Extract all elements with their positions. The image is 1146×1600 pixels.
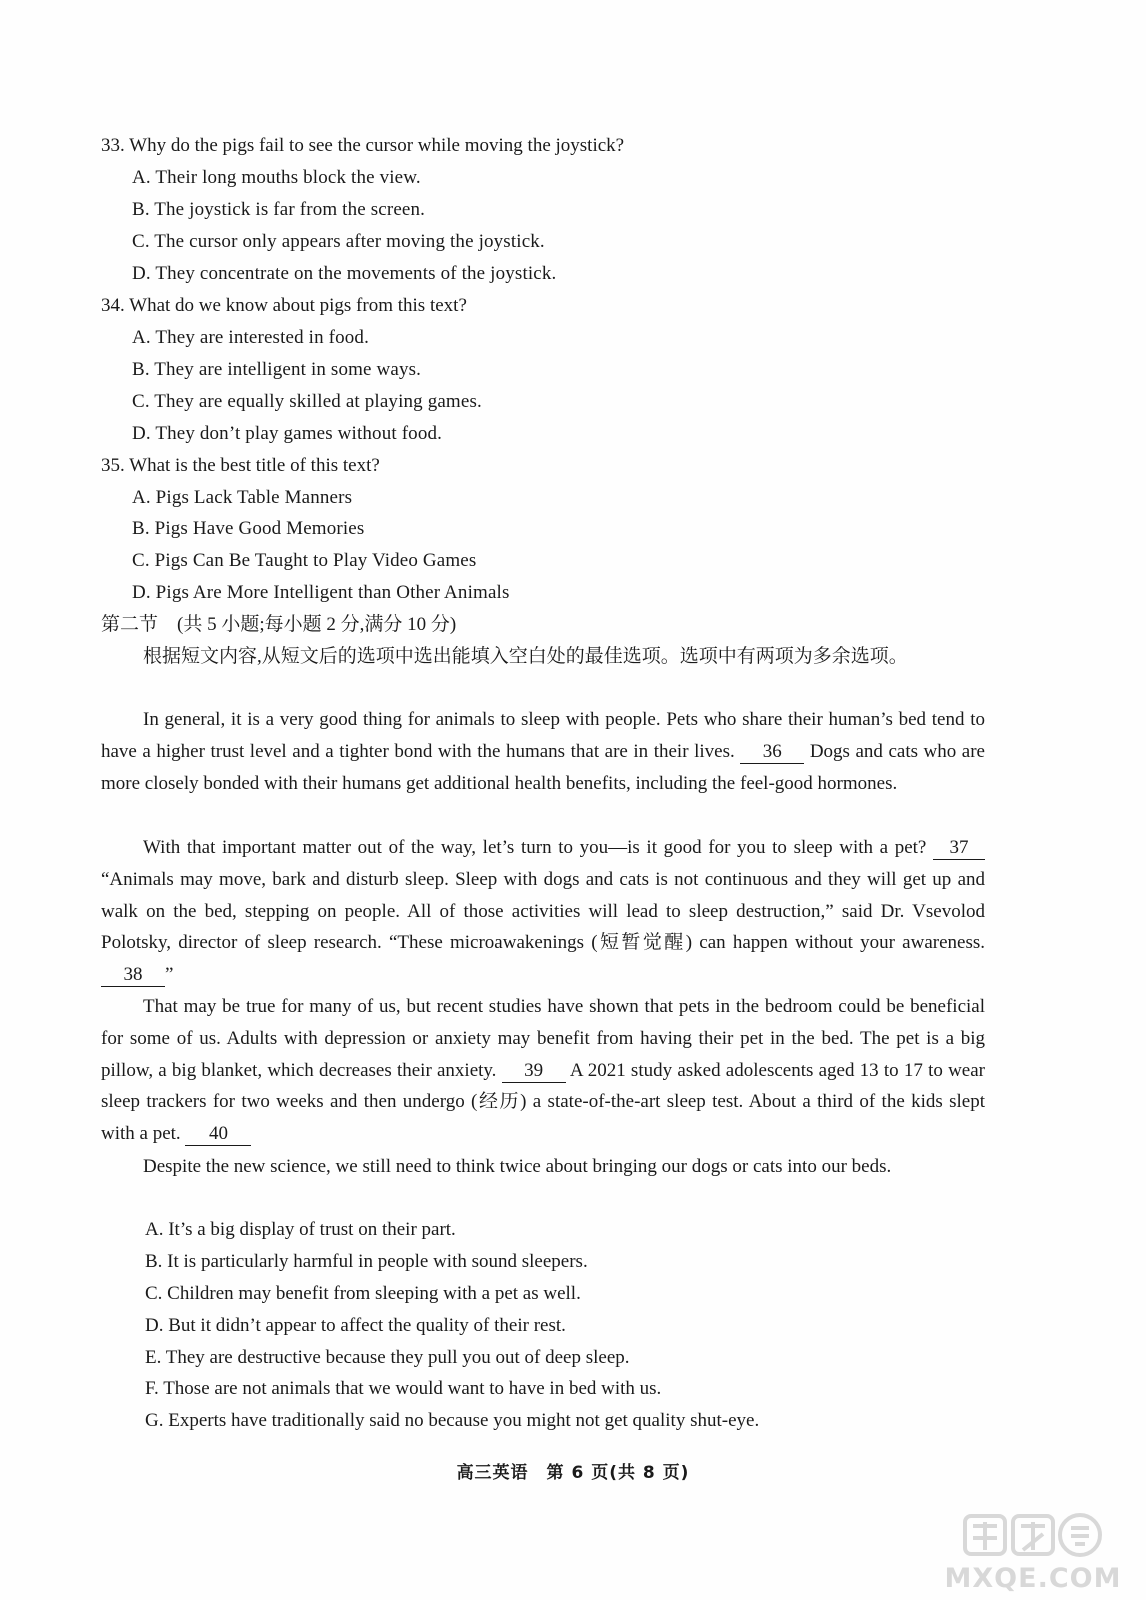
question-33-stem: 33. Why do the pigs fail to see the cursor while moving the joystick? [101, 135, 625, 156]
passage-text: Dogs and cats who are more closely bonded with their humans get additional health benefits, including the feel-good hormones. [101, 740, 985, 794]
passage-paragraph-4: Despite the new science, we still need to think twice about bringing our dogs or cats into our beds. [143, 1156, 892, 1177]
watermark [938, 1504, 1128, 1594]
choice-e: E. They are destructive because they pull you out of deep sleep. [145, 1347, 630, 1368]
question-35-stem: 35. What is the best title of this text? [101, 455, 380, 476]
passage-paragraph-1 [101, 704, 985, 799]
question-34-option-a: A. They are interested in food. [132, 327, 369, 348]
section-heading: 第二节 (共 5 小题;每小题 2 分,满分 10 分) [101, 614, 457, 635]
question-33-option-d: D. They concentrate on the movements of the joystick. [132, 263, 557, 284]
passage-text: A 2021 study asked adolescents aged 13 to 17 to wear sleep trackers for two weeks and then undergo (经历) a state-of-the-art sleep test. About a third of the kids slept with a pet. [101, 1059, 985, 1145]
question-34-option-c: C. They are equally skilled at playing games. [132, 391, 482, 412]
choice-f: F. Those are not animals that we would want to have in bed with us. [145, 1378, 662, 1399]
choice-d: D. But it didn’t appear to affect the quality of their rest. [145, 1315, 566, 1336]
passage-text: ” [165, 964, 174, 986]
choice-a: A. It’s a big display of trust on their part. [145, 1219, 456, 1240]
question-33-option-b: B. The joystick is far from the screen. [132, 199, 426, 220]
passage-paragraph-2 [101, 832, 985, 991]
passage-text: With that important matter out of the way, let’s turn to you—is it good for you to sleep with a pet? [143, 837, 927, 858]
question-33-option-a: A. Their long mouths block the view. [132, 167, 421, 188]
question-34-option-b: B. They are intelligent in some ways. [132, 359, 422, 380]
question-35-option-b: B. Pigs Have Good Memories [132, 518, 365, 539]
choice-b: B. It is particularly harmful in people with sound sleepers. [145, 1251, 588, 1272]
watermark-logo-icon [963, 1510, 1103, 1560]
choice-c: C. Children may benefit from sleeping with a pet as well. [145, 1283, 581, 1304]
question-34-option-d: D. They don’t play games without food. [132, 423, 443, 444]
question-35-option-c: C. Pigs Can Be Taught to Play Video Games [132, 550, 477, 571]
passage-text: “Animals may move, bark and disturb sleep. Sleep with dogs and cats is not continuous and they will get up and walk on the bed, stepping on people. All of those activities will lead to sleep destruction,” said Dr. Vsevolod Polotsky, director of sleep research. “These microawakenings (短暂觉醒) can happen without your awareness. [101, 868, 985, 954]
question-34-stem: 34. What do we know about pigs from this text? [101, 295, 467, 316]
question-35-option-a: A. Pigs Lack Table Manners [132, 487, 353, 508]
choice-g: G. Experts have traditionally said no because you might not get quality shut-eye. [145, 1410, 760, 1431]
blank-40: 40 [185, 1123, 251, 1146]
passage-paragraph-3 [101, 991, 985, 1150]
blank-36: 36 [740, 741, 804, 764]
section-instruction: 根据短文内容,从短文后的选项中选出能填入空白处的最佳选项。选项中有两项为多余选项。 [143, 646, 908, 667]
page-footer: 高三英语 第 6 页(共 8 页) [456, 1463, 690, 1483]
watermark-url: MXQE.COM [944, 1563, 1122, 1594]
question-35-option-d: D. Pigs Are More Intelligent than Other Animals [132, 582, 510, 603]
question-33-option-c: C. The cursor only appears after moving the joystick. [132, 231, 545, 252]
passage-text: In general, it is a very good thing for animals to sleep with people. Pets who share their human’s bed tend to have a higher trust level and a tighter bond with the humans that are in their lives. [101, 709, 985, 762]
blank-39: 39 [502, 1060, 566, 1083]
blank-37: 37 [933, 837, 985, 860]
blank-38: 38 [101, 964, 165, 987]
passage-text: That may be true for many of us, but recent studies have shown that pets in the bedroom could be beneficial for some of us. Adults with depression or anxiety may benefit from having their pet in the bed. The pet is a big pillow, a big blanket, which decreases their anxiety. [101, 996, 985, 1081]
